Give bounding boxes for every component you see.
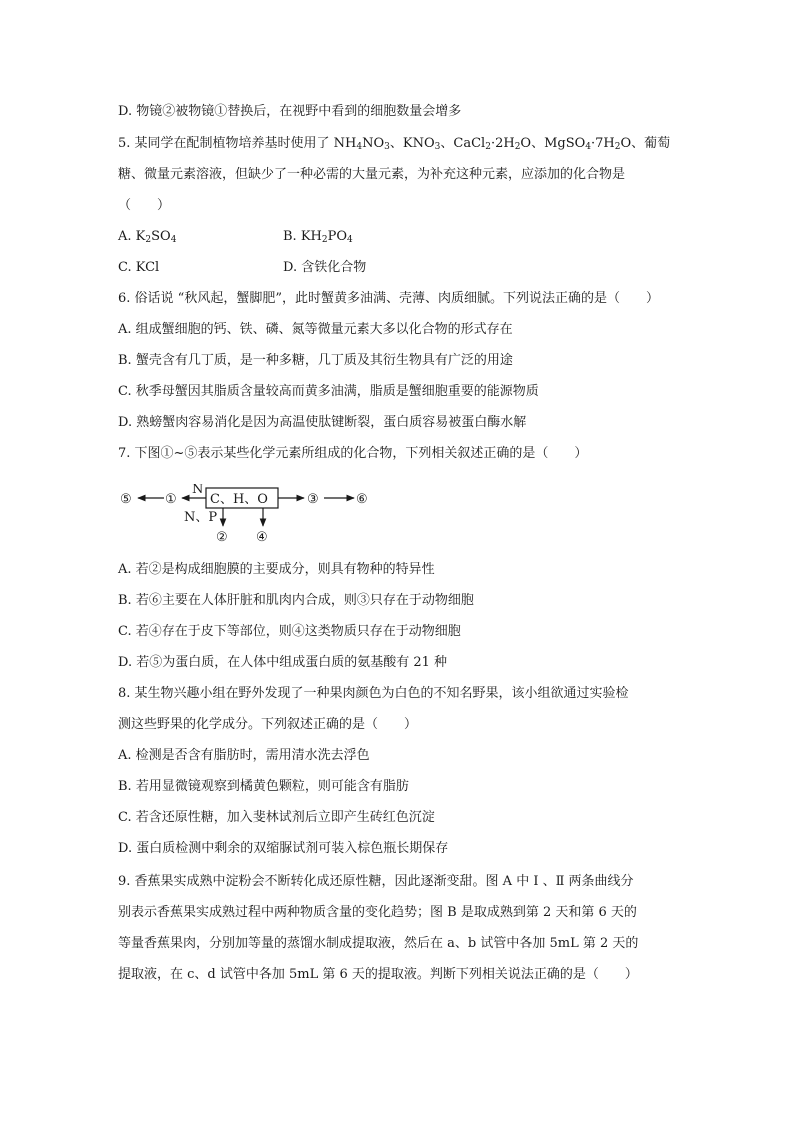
q7-option-d: D. 若⑤为蛋白质，在人体中组成蛋白质的氨基酸有 21 种 xyxy=(118,655,448,670)
q8-stem-line2: 测这些野果的化学成分。下列叙述正确的是（ ） xyxy=(118,717,418,732)
q9-line-4: 提取液，在 c、d 试管中各加 5mL 第 6 天的提取液。判断下列相关说法正确的是（ ） xyxy=(118,967,638,982)
node-3: ③ xyxy=(307,492,319,507)
q9-line-1: 9. 香蕉果实成熟中淀粉会不断转化成还原性糖，因此逐渐变甜。图 A 中 Ⅰ 、Ⅱ 两条曲线分 xyxy=(118,874,634,889)
q9-line-3: 等量香蕉果肉，分别加等量的蒸馏水制成提取液，然后在 a、b 试管中各加 5mL 第 2 天的 xyxy=(118,936,639,951)
q7-option-c: C. 若④存在于皮下等部位，则④这类物质只存在于动物细胞 xyxy=(118,624,461,639)
q7-option-a: A. 若②是构成细胞膜的主要成分，则具有物种的特异性 xyxy=(118,562,435,577)
q8-option-b: B. 若用显微镜观察到橘黄色颗粒，则可能含有脂肪 xyxy=(118,779,409,794)
q5-option-c: C. KCl xyxy=(118,260,160,275)
q5-stem-line2: 糖、微量元素溶液，但缺少了一种必需的大量元素，为补充这种元素，应添加的化合物是 xyxy=(118,167,626,182)
q6-option-b: B. 蟹壳含有几丁质，是一种多糖，几丁质及其衍生物具有广泛的用途 xyxy=(118,353,513,368)
q8-option-a: A. 检测是否含有脂肪时，需用清水洗去浮色 xyxy=(118,748,370,763)
node-5: ⑤ xyxy=(120,492,132,507)
q6-option-c: C. 秋季母蟹因其脂质含量较高而黄多油满，脂质是蟹细胞重要的能源物质 xyxy=(118,384,539,399)
q7-option-b: B. 若⑥主要在人体肝脏和肌肉内合成，则③只存在于动物细胞 xyxy=(118,593,474,608)
q6-stem: 6. 俗话说 “秋风起，蟹脚肥”，此时蟹黄多油满、壳薄、肉质细腻。下列说法正确的是（ ） xyxy=(118,291,659,306)
node-4: ④ xyxy=(256,530,268,544)
q4-option-d: D. 物镜②被物镜①替换后，在视野中看到的细胞数量会增多 xyxy=(118,104,462,119)
q7-stem: 7. 下图①~⑤表示某些化学元素所组成的化合物，下列相关叙述正确的是（ ） xyxy=(118,446,588,461)
q7-element-diagram xyxy=(118,484,398,544)
cho-label: C、H、O xyxy=(210,492,268,507)
q5-option-a: A. $K_2SO_4$ xyxy=(118,229,177,245)
q8-option-c: C. 若含还原性糖，加入斐林试剂后立即产生砖红色沉淀 xyxy=(118,810,435,825)
n-label: N xyxy=(192,484,204,497)
np-label: N、P xyxy=(184,510,218,525)
q5-option-b: B. $KH_2PO_4$ xyxy=(283,229,353,245)
q9-line-2: 别表示香蕉果实成熟过程中两种物质含量的变化趋势；图 B 是取成熟到第 2 天和第 6 天的 xyxy=(118,905,637,920)
q5-stem-line1: 5. 某同学在配制植物培养基时使用了 $NH_4NO_3$、$KNO_3$、$CaCl_2\cdot 2H_2O$、$MgSO_4\cdot 7H_2O$、葡萄 xyxy=(118,136,671,152)
q8-option-d: D. 蛋白质检测中剩余的双缩脲试剂可装入棕色瓶长期保存 xyxy=(118,841,449,856)
q8-stem-line1: 8. 某生物兴趣小组在野外发现了一种果肉颜色为白色的不知名野果，该小组欲通过实验检 xyxy=(118,686,629,701)
q6-option-a: A. 组成蟹细胞的钙、铁、磷、氮等微量元素大多以化合物的形式存在 xyxy=(118,322,513,337)
q5-stem-line3: （ ） xyxy=(118,198,171,213)
node-2: ② xyxy=(216,530,228,544)
q5-option-d: D. 含铁化合物 xyxy=(283,260,367,275)
node-1: ① xyxy=(165,492,177,507)
node-6: ⑥ xyxy=(356,492,368,507)
q6-option-d: D. 熟螃蟹肉容易消化是因为高温使肽键断裂，蛋白质容易被蛋白酶水解 xyxy=(118,415,527,430)
